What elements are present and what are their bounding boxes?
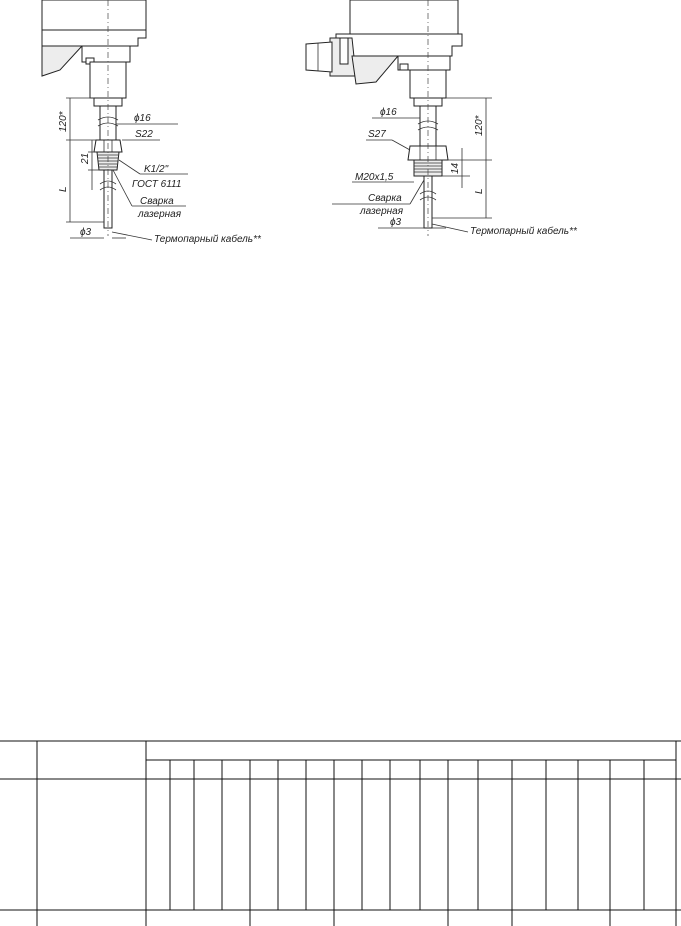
left-head-top (42, 0, 146, 30)
right-label-cable: Термопарный кабель** (470, 226, 577, 237)
right-neck-lug (400, 64, 408, 70)
left-label-s22: S22 (135, 129, 153, 140)
left-dim-L: L (58, 186, 69, 192)
left-dim-120: 120* (58, 111, 69, 132)
table-frame (0, 741, 681, 926)
left-label-thread: K1/2" (144, 164, 169, 175)
right-label-weld-2: лазерная (360, 206, 404, 217)
left-leader-thread (119, 160, 140, 174)
left-label-phi16: ϕ16 (134, 113, 151, 124)
left-sensor-drawing (42, 0, 262, 245)
right-label-s27: S27 (368, 129, 386, 140)
left-leader-weld (113, 170, 132, 206)
right-gland-lug (340, 38, 348, 64)
right-gland-nut (306, 42, 332, 72)
right-leader-weld (410, 180, 424, 204)
right-label-phi16: ϕ16 (380, 107, 397, 118)
left-dim-21: 21 (80, 152, 91, 164)
right-dim-14: 14 (450, 162, 461, 174)
left-label-standard: ГОСТ 6111 (132, 179, 182, 190)
right-sensor-drawing (306, 0, 578, 237)
left-label-cable: Термопарный кабель** (154, 234, 261, 245)
right-dim-120: 120* (474, 115, 485, 136)
right-dim-L: L (474, 188, 485, 194)
right-leader-s27 (392, 140, 410, 150)
right-label-thread: M20x1,5 (355, 172, 394, 183)
left-label-weld-1: Сварка (140, 196, 174, 207)
right-label-phi3: ϕ3 (390, 217, 402, 228)
left-head-flange (42, 30, 146, 46)
table-columns (146, 760, 676, 926)
right-head-flange (336, 34, 462, 56)
right-label-weld-1: Сварка (368, 193, 402, 204)
left-leader-cable (112, 232, 152, 240)
right-head-bracket (352, 56, 398, 84)
left-label-weld-2: лазерная (138, 209, 182, 220)
left-head-bracket (42, 46, 82, 76)
left-label-phi3: ϕ3 (80, 227, 92, 238)
right-head-top (350, 0, 458, 34)
